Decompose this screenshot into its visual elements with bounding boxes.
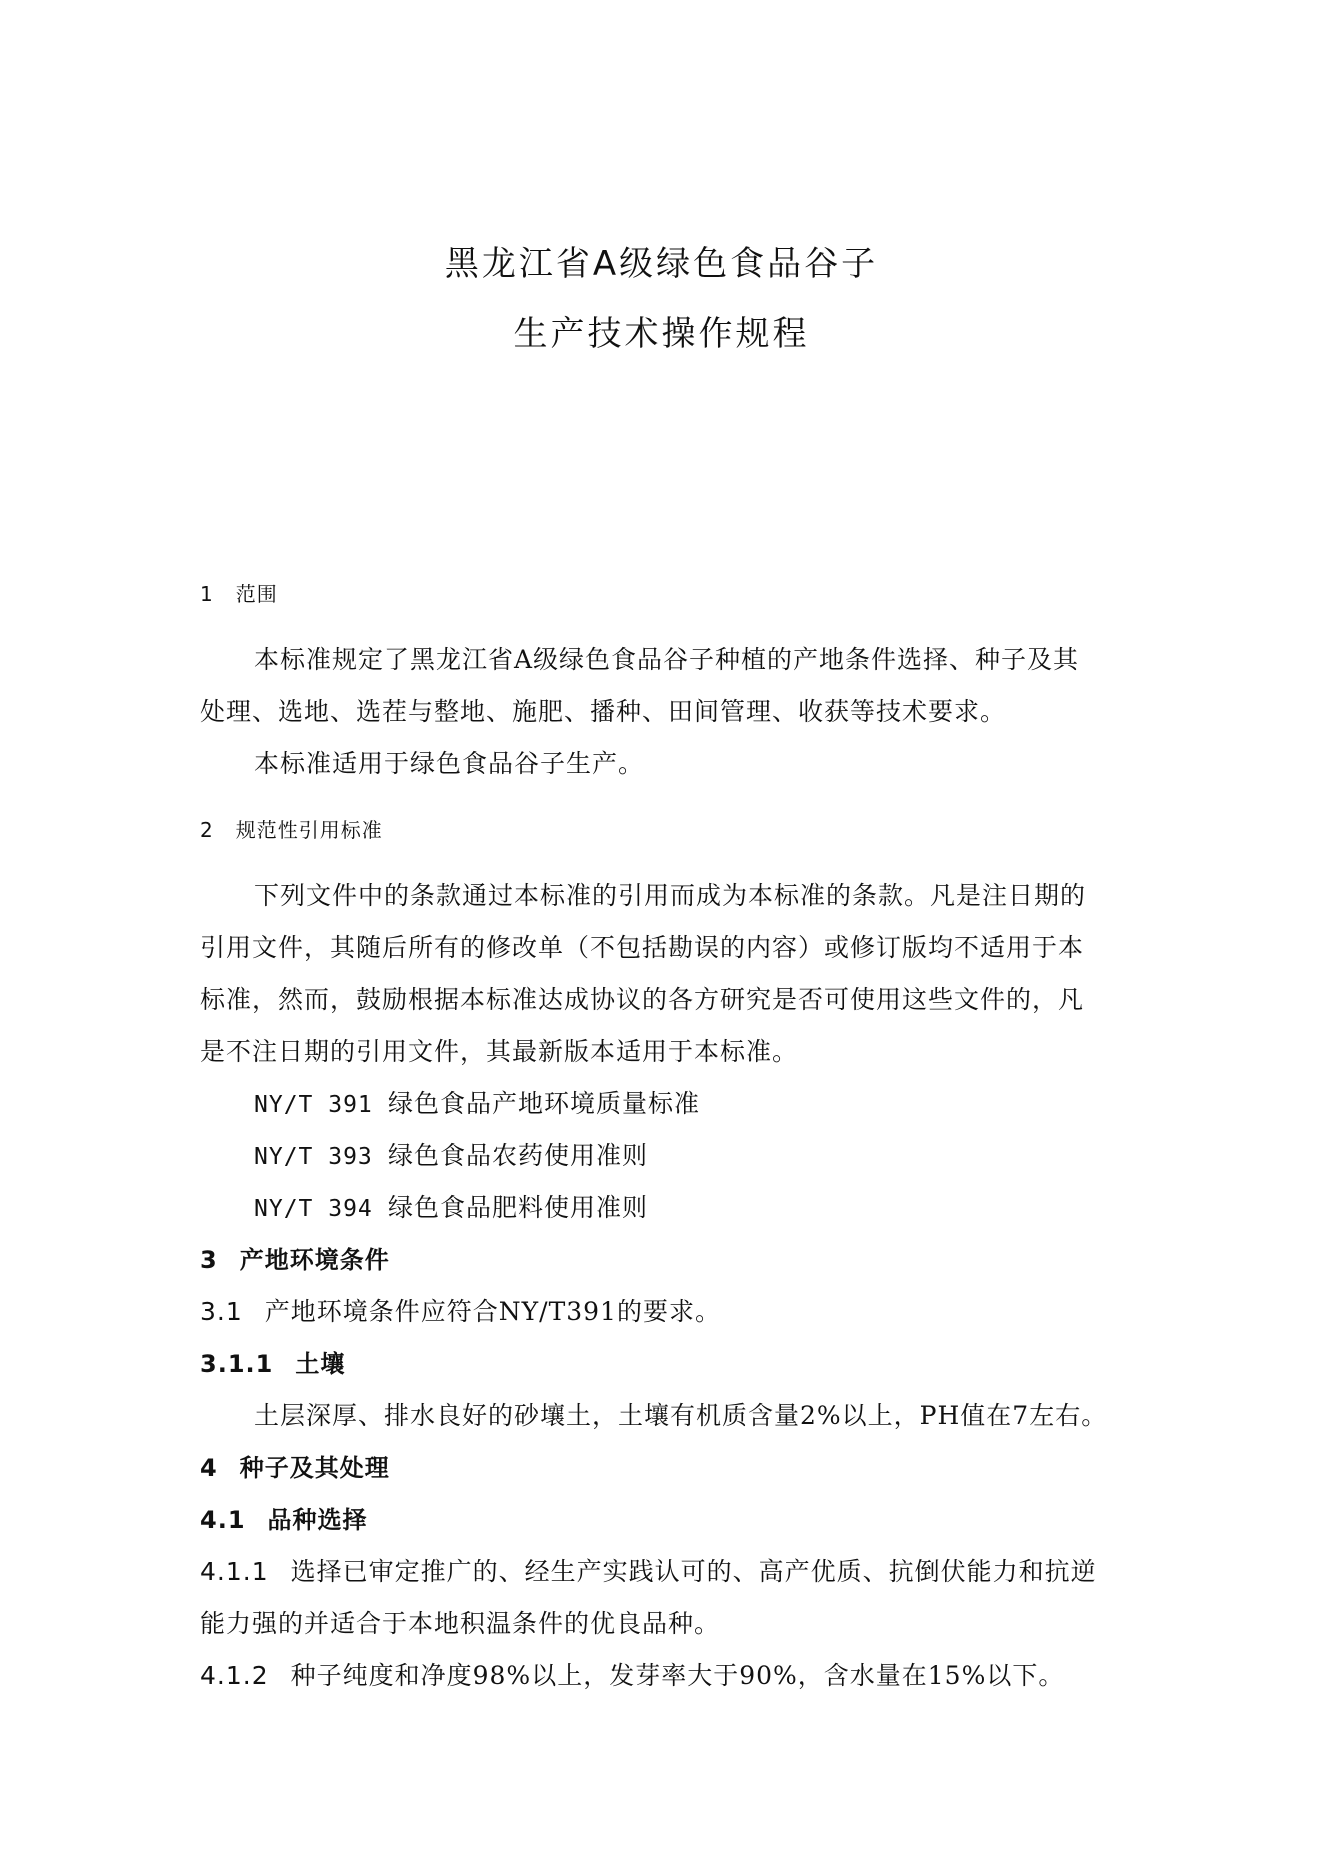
subsection-number: 3.1 <box>200 1297 243 1326</box>
paragraph-line: 本标准规定了黑龙江省A级绿色食品谷子种植的产地条件选择、种子及其 <box>254 645 1080 674</box>
subsection-number: 3.1.1 <box>200 1350 274 1378</box>
paragraph-line: 本标准适用于绿色食品谷子生产。 <box>254 749 645 778</box>
section-number: 3 <box>200 1246 218 1274</box>
section-4-heading <box>200 1448 390 1483</box>
subsection-text: 选择已审定推广的、经生产实践认可的、高产优质、抗倒伏能力和抗逆 <box>290 1557 1097 1586</box>
section-3-heading <box>200 1240 390 1275</box>
section-2-heading <box>200 814 383 843</box>
section-title: 种子及其处理 <box>239 1454 390 1482</box>
subsection-3-1-1-heading <box>200 1344 345 1379</box>
reference-code: NY/T 393 <box>254 1144 373 1170</box>
section-number: 2 <box>200 818 214 842</box>
reference-title: 绿色食品产地环境质量标准 <box>388 1089 701 1118</box>
reference-item <box>254 1136 648 1172</box>
section-title: 产地环境条件 <box>239 1246 390 1274</box>
paragraph-line: 能力强的并适合于本地积温条件的优良品种。 <box>200 1609 721 1638</box>
subsection-3-1 <box>200 1292 721 1328</box>
reference-code: NY/T 394 <box>254 1196 373 1222</box>
subsection-title: 土壤 <box>295 1350 346 1378</box>
paragraph-line: 下列文件中的条款通过本标准的引用而成为本标准的条款。凡是注日期的 <box>254 881 1087 910</box>
subsection-title: 品种选择 <box>267 1506 368 1534</box>
paragraph-line: 引用文件，其随后所有的修改单（不包括勘误的内容）或修订版均不适用于本 <box>200 933 1085 962</box>
document-title-line-1: 黑龙江省A级绿色食品谷子 <box>444 244 879 284</box>
subsection-4-1-1 <box>200 1552 1097 1588</box>
reference-title: 绿色食品农药使用准则 <box>388 1141 649 1170</box>
reference-item <box>254 1188 648 1224</box>
section-number: 4 <box>200 1454 218 1482</box>
subsection-number: 4.1.1 <box>200 1557 269 1586</box>
section-title: 范围 <box>235 582 278 606</box>
reference-item <box>254 1084 700 1120</box>
paragraph-line: 土层深厚、排水良好的砂壤土，土壤有机质含量2%以上，PH值在7左右。 <box>254 1401 1108 1430</box>
document-title-line-2: 生产技术操作规程 <box>513 314 810 354</box>
subsection-number: 4.1 <box>200 1506 246 1534</box>
section-title: 规范性引用标准 <box>235 818 383 842</box>
section-1-heading <box>200 578 278 607</box>
paragraph-line: 处理、选地、选茬与整地、施肥、播种、田间管理、收获等技术要求。 <box>200 697 1007 726</box>
reference-code: NY/T 391 <box>254 1092 373 1118</box>
subsection-text: 种子纯度和净度98%以上，发芽率大于90%，含水量在15%以下。 <box>290 1661 1065 1690</box>
reference-title: 绿色食品肥料使用准则 <box>388 1193 649 1222</box>
section-number: 1 <box>200 582 214 606</box>
paragraph-line: 是不注日期的引用文件，其最新版本适用于本标准。 <box>200 1037 799 1066</box>
subsection-text: 产地环境条件应符合NY/T391的要求。 <box>264 1297 721 1326</box>
paragraph-line: 标准，然而，鼓励根据本标准达成协议的各方研究是否可使用这些文件的，凡 <box>200 985 1085 1014</box>
subsection-4-1-heading <box>200 1500 368 1535</box>
subsection-number: 4.1.2 <box>200 1661 269 1690</box>
subsection-4-1-2 <box>200 1656 1064 1692</box>
